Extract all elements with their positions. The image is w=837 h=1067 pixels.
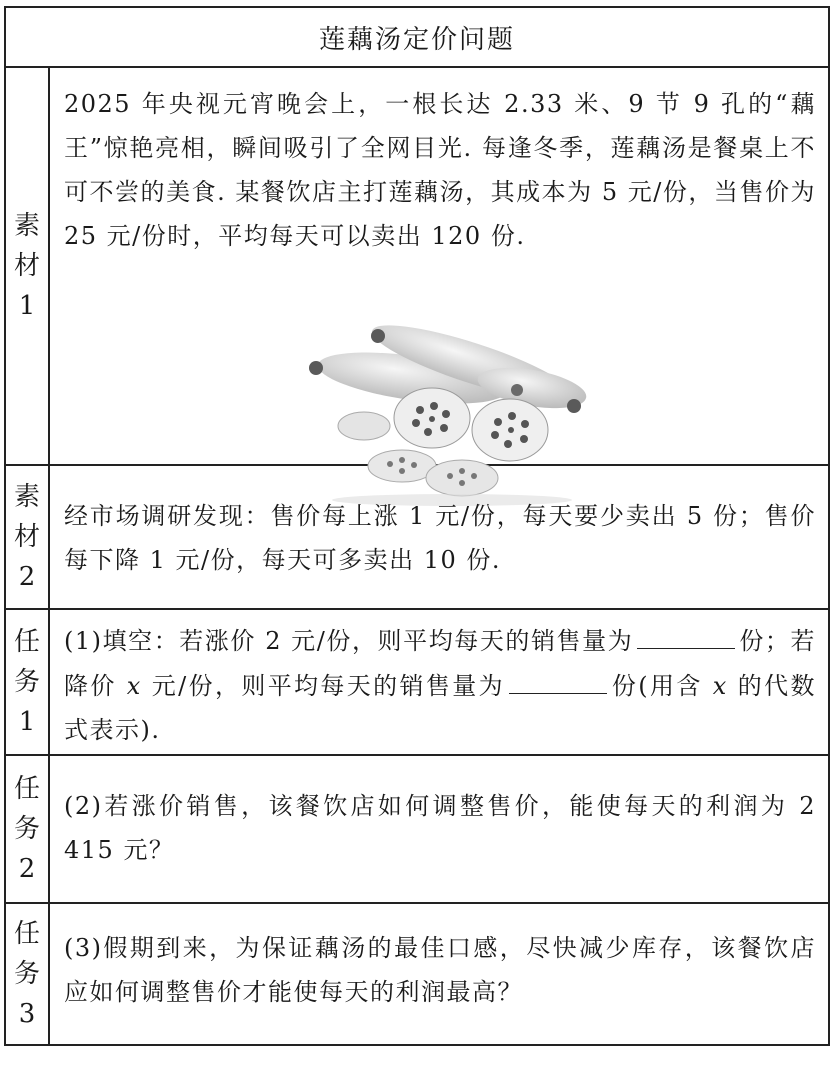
- label-char: 材: [13, 251, 40, 281]
- task-1-label: [6, 610, 50, 754]
- label-char: 材: [13, 522, 40, 552]
- label-char: 素: [13, 211, 40, 241]
- material-1-row: [6, 68, 828, 466]
- label-char: 3: [18, 999, 36, 1029]
- label-char: 务: [13, 959, 40, 989]
- task-2-row: [6, 756, 828, 904]
- material-1-text: 2025 年央视元宵晚会上，一根长达 2.33 米、9 节 9 孔的“藕王”惊艳亮相，瞬间吸引了全网目光. 每逢冬季，莲藕汤是餐桌上不可不尝的美食. 某餐饮店主打莲藕汤，其成本为 5 元/份，当售价为 25 元/份时，平均每天可以卖出 120 份.: [64, 90, 816, 250]
- label-char: 务: [13, 814, 40, 844]
- problem-table: [4, 6, 830, 1046]
- task-1-text-part: 的代数式表示).: [64, 672, 816, 744]
- task-1-row: [6, 610, 828, 756]
- variable-x: x: [712, 672, 728, 700]
- label-char: 2: [18, 562, 36, 592]
- material-2-row: [6, 466, 828, 610]
- variable-x: x: [126, 672, 142, 700]
- label-char: 任: [13, 774, 40, 804]
- table-title: 莲藕汤定价问题: [6, 8, 828, 68]
- task-2-text: (2)若涨价销售，该餐饮店如何调整售价，能使每天的利润为 2 415 元？: [64, 792, 816, 864]
- label-char: 1: [18, 291, 36, 321]
- material-2-label: [6, 466, 50, 608]
- material-1-label: [6, 68, 50, 464]
- answer-blank[interactable]: [509, 663, 607, 694]
- task-3-row: [6, 904, 828, 1044]
- label-char: 1: [18, 707, 36, 737]
- task-1-text: [64, 618, 816, 752]
- task-1-text-part: 份(用含: [611, 672, 703, 700]
- task-3-text: (3)假期到来，为保证藕汤的最佳口感，尽快减少库存，该餐饮店应如何调整售价才能使每天的利润最高？: [64, 934, 816, 1006]
- task-3-label: [6, 904, 50, 1044]
- answer-blank[interactable]: [637, 618, 735, 649]
- label-char: 素: [13, 482, 40, 512]
- task-2-label: [6, 756, 50, 902]
- task-1-text-part: (1)填空：若涨价 2 元/份，则平均每天的销售量为: [64, 627, 634, 655]
- label-char: 务: [13, 667, 40, 697]
- label-char: 任: [13, 627, 40, 657]
- task-1-text-part: 份；若降价: [64, 627, 816, 700]
- label-char: 2: [18, 854, 36, 884]
- material-2-text: 经市场调研发现：售价每上涨 1 元/份，每天要少卖出 5 份；售价每下降 1 元/份，每天可多卖出 10 份.: [64, 502, 816, 574]
- label-char: 任: [13, 919, 40, 949]
- task-1-text-part: 元/份，则平均每天的销售量为: [151, 672, 505, 700]
